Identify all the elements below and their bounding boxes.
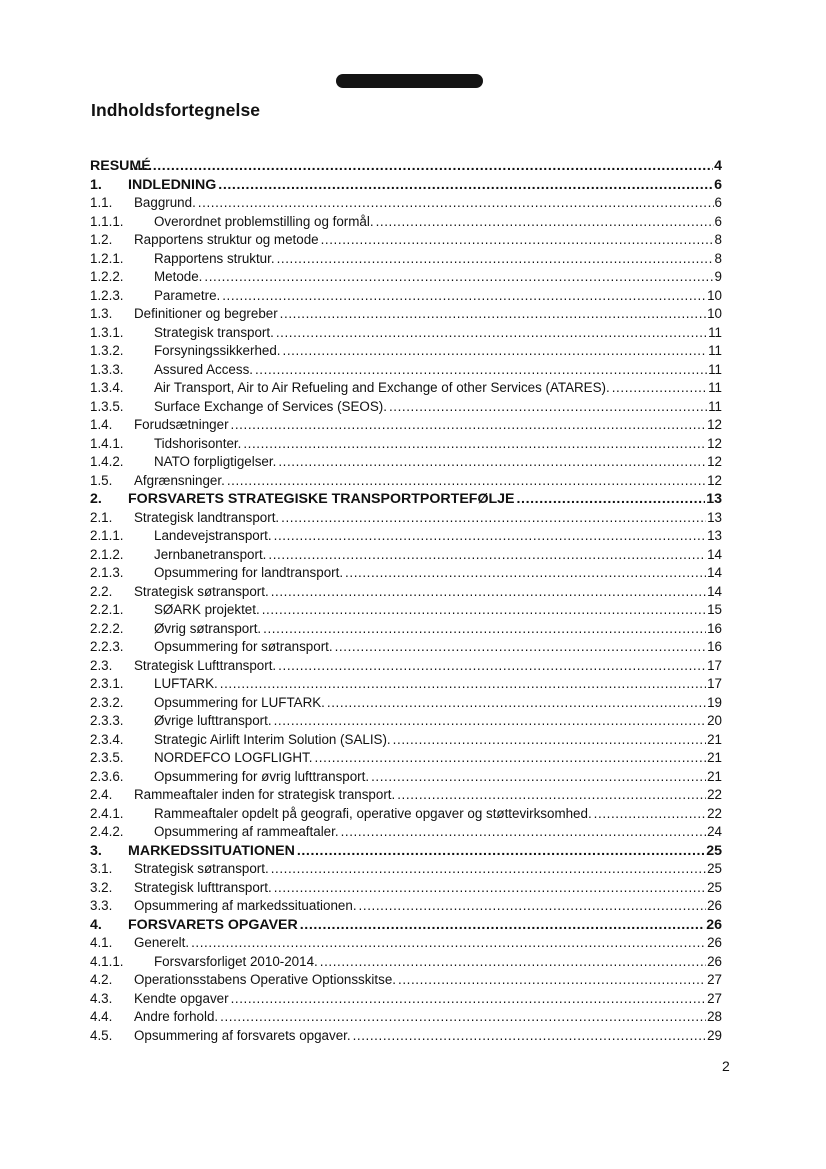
toc-entry (90, 305, 722, 324)
toc-entry-title: Baggrund. (134, 195, 196, 210)
toc-entry (90, 786, 722, 805)
toc-dot-leader (333, 638, 706, 657)
toc-entry-page: 11 (708, 361, 722, 377)
toc-entry-number: 3.2. (90, 879, 113, 895)
toc-entry-page: 13 (707, 528, 722, 543)
toc-entry-page: 25 (707, 861, 722, 876)
toc-entry-page: 11 (708, 343, 722, 358)
toc-entry (90, 990, 722, 1009)
toc-entry-number: 2. (90, 491, 102, 507)
toc-entry (90, 398, 722, 417)
toc-entry-number: 2.2. (90, 583, 113, 599)
toc-entry-title: Strategisk lufttransport. (134, 879, 272, 895)
toc-dot-leader (128, 157, 713, 176)
toc-entry-page: 6 (714, 176, 722, 193)
toc-entry-page: 11 (708, 380, 722, 395)
toc-dot-leader (312, 749, 706, 768)
toc-entry (90, 1027, 722, 1046)
toc-entry-number: 1.2.1. (90, 250, 124, 266)
toc-dot-leader (343, 564, 706, 583)
toc-entry-page: 9 (714, 269, 722, 284)
toc-dot-leader (274, 324, 707, 343)
toc-dot-leader (374, 213, 714, 232)
toc-entry-page: 12 (707, 472, 722, 488)
toc-entry-title: NATO forpligtigelser. (154, 454, 277, 469)
toc-dot-leader (275, 250, 714, 269)
toc-entry (90, 897, 722, 916)
toc-entry-title: Metode. (154, 269, 203, 284)
toc-entry-title: FORSVARETS OPGAVER (128, 916, 298, 933)
toc-entry-number: 1.5. (90, 472, 113, 488)
toc-entry-number: 2.3.3. (90, 713, 124, 728)
toc-dot-leader (278, 305, 706, 324)
toc-entry-page: 26 (706, 916, 722, 933)
toc-entry-title: Afgrænsninger. (134, 472, 225, 488)
toc-entry-title: MARKEDSSITUATIONEN (128, 842, 295, 859)
toc-entry-title: Forudsætninger (134, 417, 229, 432)
toc-entry (90, 453, 722, 472)
toc-entry-number: 2.1.3. (90, 565, 124, 580)
toc-entry-title: Air Transport, Air to Air Refueling and Exchange of other Services (ATARES). (154, 380, 610, 395)
toc-entry-page: 22 (707, 787, 722, 802)
toc-entry (90, 620, 722, 639)
toc-entry (90, 231, 722, 250)
toc-entry-page: 8 (714, 250, 722, 266)
toc-entry-title: Strategisk landtransport. (134, 509, 280, 525)
toc-entry (90, 805, 722, 824)
toc-entry-page: 21 (707, 750, 722, 765)
toc-dot-leader (387, 398, 707, 417)
toc-entry-page: 26 (707, 935, 722, 950)
toc-entry-page: 4 (714, 158, 722, 174)
toc-entry-number: 1.3.2. (90, 343, 124, 358)
toc-entry-number: 2.2.1. (90, 602, 124, 617)
toc-dot-leader (276, 453, 706, 472)
toc-dot-leader (220, 287, 706, 306)
toc-entry-page: 14 (707, 583, 722, 599)
toc-dot-leader (218, 1008, 706, 1027)
toc-entry-title: Operationsstabens Operative Optionsskitse. (134, 972, 396, 987)
toc-entry-title: Assured Access. (154, 361, 253, 377)
toc-entry-title: Opsummering for LUFTARK. (154, 694, 325, 710)
toc-dot-leader (253, 361, 707, 380)
toc-entry-title: Kendte opgaver (134, 990, 229, 1006)
toc-entry-page: 21 (707, 768, 722, 784)
toc-dot-leader (260, 601, 706, 620)
toc-entry (90, 324, 722, 343)
toc-entry (90, 694, 722, 713)
toc-entry (90, 916, 722, 935)
toc-entry-title: Opsummering af rammeaftaler. (154, 824, 339, 839)
toc-entry-title: Strategisk søtransport. (134, 861, 269, 876)
toc-entry-page: 26 (707, 898, 722, 913)
toc-entry-title: NORDEFCO LOGFLIGHT. (154, 750, 313, 765)
toc-dot-leader (241, 435, 706, 454)
toc-dot-leader (339, 823, 707, 842)
toc-entry (90, 490, 722, 509)
toc-entry-number: 1.1. (90, 195, 113, 210)
toc-entry-title: Rapportens struktur og metode (134, 232, 319, 247)
toc-dot-leader (272, 879, 706, 898)
toc-entry-number: 4. (90, 916, 102, 933)
toc-dot-leader (196, 194, 714, 213)
toc-entry (90, 953, 722, 972)
toc-dot-leader (295, 842, 705, 861)
toc-entry-number: 1.2.2. (90, 269, 124, 284)
toc-dot-leader (369, 768, 706, 787)
toc-entry (90, 879, 722, 898)
toc-entry-number: 4.5. (90, 1027, 113, 1043)
toc-entry (90, 712, 722, 731)
toc-dot-leader (396, 971, 706, 990)
toc-entry-number: 2.3.6. (90, 768, 124, 784)
toc-dot-leader (357, 897, 707, 916)
toc-entry-number: 1.4.2. (90, 454, 124, 469)
toc-entry (90, 250, 722, 269)
toc-entry (90, 287, 722, 306)
toc-entry-page: 28 (707, 1009, 722, 1024)
toc-dot-leader (229, 990, 707, 1009)
toc-entry-number: 3. (90, 842, 102, 859)
toc-entry-page: 21 (707, 731, 722, 747)
toc-entry-page: 14 (707, 546, 722, 562)
toc-dot-leader (225, 472, 706, 491)
toc-entry-title: Opsummering af forsvarets opgaver. (134, 1027, 351, 1043)
toc-entry-page: 20 (707, 713, 722, 728)
toc-entry (90, 583, 722, 602)
toc-entry-page: 11 (708, 398, 722, 414)
toc-entry (90, 546, 722, 565)
toc-entry (90, 342, 722, 361)
toc-dot-leader (189, 934, 706, 953)
toc-entry (90, 157, 722, 176)
toc-entry-number: 1.4.1. (90, 435, 124, 451)
toc-entry-number: 2.1. (90, 509, 113, 525)
page-number: 2 (722, 1058, 730, 1074)
toc-entry-page: 27 (707, 990, 722, 1006)
table-of-contents (90, 157, 722, 1045)
toc-dot-leader (218, 675, 706, 694)
toc-entry-number: 2.4.2. (90, 824, 124, 839)
toc-entry (90, 731, 722, 750)
toc-dot-leader (610, 379, 707, 398)
toc-entry-title: Øvrige lufttransport. (154, 713, 272, 728)
toc-entry-number: 4.1. (90, 935, 113, 950)
toc-entry (90, 860, 722, 879)
toc-dot-leader (269, 860, 706, 879)
toc-entry (90, 934, 722, 953)
toc-entry-page: 16 (707, 620, 722, 636)
toc-entry-title: Forsyningssikkerhed. (154, 343, 281, 358)
toc-dot-leader (395, 786, 706, 805)
toc-entry-title: Forsvarsforliget 2010-2014. (154, 953, 318, 969)
toc-entry-title: Opsummering for øvrig lufttransport. (154, 768, 370, 784)
toc-entry-number: 2.4.1. (90, 805, 124, 821)
toc-entry-number: 2.2.2. (90, 620, 124, 636)
toc-entry (90, 416, 722, 435)
toc-dot-leader (325, 694, 706, 713)
toc-dot-leader (272, 712, 707, 731)
toc-entry-title: Definitioner og begreber (134, 306, 278, 321)
toc-entry-page: 25 (706, 842, 722, 859)
toc-entry-page: 14 (707, 565, 722, 580)
toc-entry-page: 12 (707, 435, 722, 451)
toc-entry-page: 11 (708, 324, 722, 340)
toc-dot-leader (281, 342, 708, 361)
toc-entry-number: 4.1.1. (90, 953, 124, 969)
toc-dot-leader (515, 490, 706, 509)
toc-entry-page: 25 (707, 879, 722, 895)
toc-entry (90, 435, 722, 454)
toc-dot-leader (266, 546, 706, 565)
toc-entry-page: 12 (707, 454, 722, 469)
redaction-bar (336, 74, 483, 88)
toc-entry-title: Parametre. (154, 287, 221, 303)
toc-dot-leader (319, 231, 714, 250)
toc-entry-title: Opsummering af markedssituationen. (134, 898, 357, 913)
toc-entry (90, 768, 722, 787)
toc-entry (90, 268, 722, 287)
toc-entry-title: Opsummering for landtransport. (154, 565, 344, 580)
toc-entry-page: 13 (707, 509, 722, 525)
toc-dot-leader (318, 953, 706, 972)
toc-entry-number: 1.3.1. (90, 324, 124, 340)
toc-dot-leader (592, 805, 706, 824)
toc-entry-page: 16 (707, 639, 722, 654)
toc-entry-number: 4.4. (90, 1009, 113, 1024)
toc-dot-leader (272, 527, 706, 546)
toc-entry-title: Strategisk Lufttransport. (134, 657, 277, 673)
toc-dot-leader (261, 620, 706, 639)
toc-entry-number: 1.3.4. (90, 380, 124, 395)
toc-entry-title: LUFTARK. (154, 676, 218, 691)
toc-entry-page: 12 (707, 417, 722, 432)
toc-entry (90, 1008, 722, 1027)
toc-entry-title: Jernbanetransport. (154, 546, 267, 562)
toc-entry (90, 749, 722, 768)
toc-entry-page: 26 (707, 953, 722, 969)
toc-entry-number: 1.3.3. (90, 361, 124, 377)
toc-entry-number: 1.2. (90, 232, 113, 247)
toc-entry-title: Øvrig søtransport. (154, 620, 262, 636)
toc-entry-number: 2.3. (90, 657, 113, 673)
toc-entry-number: 1.1.1. (90, 213, 124, 229)
toc-entry (90, 675, 722, 694)
toc-entry-title: Andre forhold. (134, 1009, 219, 1024)
toc-entry-title: Strategisk søtransport. (134, 583, 269, 599)
toc-entry-number: 4.3. (90, 990, 113, 1006)
toc-dot-leader (202, 268, 713, 287)
toc-entry-number: 3.1. (90, 861, 113, 876)
toc-entry-title: Strategisk transport. (154, 324, 274, 340)
toc-entry-title: Opsummering for søtransport. (154, 639, 333, 654)
toc-entry-page: 10 (707, 287, 722, 303)
toc-entry (90, 213, 722, 232)
toc-entry-page: 6 (714, 213, 722, 229)
toc-entry-title: FORSVARETS STRATEGISKE TRANSPORTPORTEFØLJE (128, 491, 515, 507)
toc-entry-number: RESUMÉ (90, 158, 151, 174)
toc-entry-page: 19 (707, 694, 722, 710)
toc-entry-title: Rammeaftaler inden for strategisk transport. (134, 787, 396, 802)
toc-entry (90, 176, 722, 195)
toc-entry (90, 971, 722, 990)
toc-entry-number: 1.2.3. (90, 287, 124, 303)
toc-entry-number: 2.3.4. (90, 731, 124, 747)
toc-entry-title: INDLEDNING (128, 176, 217, 193)
toc-dot-leader (269, 583, 706, 602)
toc-entry-title: Strategic Airlift Interim Solution (SALIS). (154, 731, 391, 747)
toc-entry (90, 194, 722, 213)
toc-entry-title: Tidshorisonter. (154, 435, 242, 451)
toc-entry-number: 1.3. (90, 306, 113, 321)
toc-entry-page: 24 (707, 824, 722, 839)
toc-dot-leader (216, 176, 713, 195)
toc-entry-title: Generelt. (134, 935, 190, 950)
toc-entry-page: 27 (707, 972, 722, 987)
toc-dot-leader (351, 1027, 707, 1046)
toc-entry-page: 10 (707, 306, 722, 321)
toc-entry-number: 2.3.2. (90, 694, 124, 710)
toc-entry (90, 638, 722, 657)
toc-entry-page: 6 (714, 195, 722, 210)
toc-dot-leader (391, 731, 706, 750)
toc-entry (90, 842, 722, 861)
toc-entry (90, 601, 722, 620)
toc-entry-number: 4.2. (90, 972, 113, 987)
toc-entry-page: 29 (707, 1027, 722, 1043)
toc-entry-title: Surface Exchange of Services (SEOS). (154, 398, 387, 414)
toc-entry-number: 3.3. (90, 898, 113, 913)
toc-entry-page: 17 (707, 676, 722, 691)
toc-entry-page: 15 (707, 602, 722, 617)
toc-entry (90, 527, 722, 546)
toc-entry (90, 823, 722, 842)
toc-entry-number: 1.4. (90, 417, 113, 432)
toc-entry-number: 1. (90, 176, 102, 193)
toc-dot-leader (279, 509, 706, 528)
toc-entry-title: Landevejstransport. (154, 528, 272, 543)
toc-entry-title: Rammeaftaler opdelt på geografi, operative opgaver og støttevirksomhed. (154, 805, 592, 821)
toc-entry-page: 8 (714, 232, 722, 247)
toc-entry-page: 22 (707, 805, 722, 821)
toc-entry-title: SØARK projektet. (154, 602, 260, 617)
toc-dot-leader (298, 916, 705, 935)
toc-entry-number: 2.2.3. (90, 639, 124, 654)
toc-entry (90, 361, 722, 380)
toc-dot-leader (229, 416, 707, 435)
toc-entry-number: 2.1.2. (90, 546, 124, 562)
toc-entry (90, 657, 722, 676)
toc-entry-number: 2.3.5. (90, 750, 124, 765)
toc-entry-number: 2.3.1. (90, 676, 124, 691)
toc-entry-number: 2.4. (90, 787, 113, 802)
toc-entry-title: Rapportens struktur. (154, 250, 275, 266)
toc-entry-number: 2.1.1. (90, 528, 124, 543)
toc-entry (90, 472, 722, 491)
toc-entry-number: 1.3.5. (90, 398, 124, 414)
toc-entry-title: Overordnet problemstilling og formål. (154, 213, 374, 229)
toc-entry-page: 17 (707, 657, 722, 673)
toc-entry-page: 13 (706, 491, 722, 507)
toc-heading: Indholdsfortegnelse (91, 100, 261, 120)
toc-dot-leader (276, 657, 706, 676)
toc-entry (90, 564, 722, 583)
toc-entry (90, 509, 722, 528)
toc-entry (90, 379, 722, 398)
